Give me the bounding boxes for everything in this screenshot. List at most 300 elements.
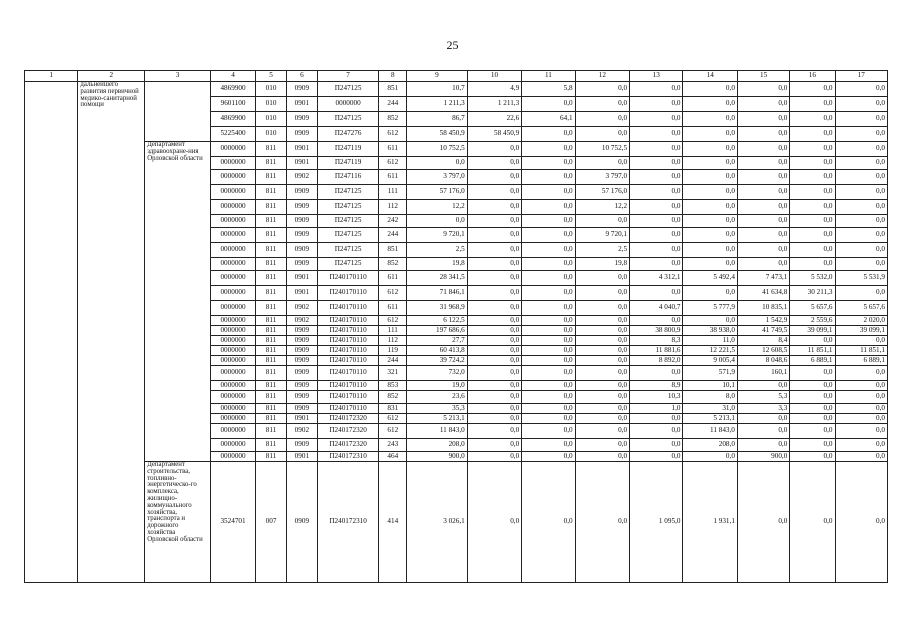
column-header-14: 14 — [683, 71, 737, 82]
code-cell: 0901 — [286, 452, 317, 462]
code-cell: 111 — [379, 185, 407, 200]
code-cell: П240170110 — [317, 316, 379, 326]
code-cell: 0000000 — [210, 326, 255, 336]
code-cell: 0909 — [286, 326, 317, 336]
value-cell: 0,0 — [467, 200, 521, 215]
value-cell: 0,0 — [630, 97, 683, 112]
value-cell: 39 099,1 — [835, 326, 888, 336]
value-cell: 0,0 — [790, 424, 835, 439]
value-cell: 4 040,7 — [630, 301, 683, 316]
value-cell: 19,8 — [407, 258, 468, 271]
value-cell: 0,0 — [737, 185, 789, 200]
value-cell: 0,0 — [790, 414, 835, 424]
value-cell: 11,0 — [683, 336, 737, 346]
code-cell: 010 — [256, 127, 287, 142]
value-cell: 0,0 — [575, 346, 629, 356]
value-cell: 0,0 — [575, 356, 629, 366]
value-cell: 28 341,5 — [407, 271, 468, 286]
value-cell: 38 938,0 — [683, 326, 737, 336]
value-cell: 0,0 — [835, 258, 888, 271]
code-cell: 0909 — [286, 112, 317, 127]
value-cell: 8 892,0 — [630, 356, 683, 366]
value-cell: 0,0 — [575, 301, 629, 316]
value-cell: 0,0 — [630, 127, 683, 142]
value-cell: 0,0 — [522, 336, 575, 346]
code-cell: 811 — [256, 414, 287, 424]
value-cell: 1 542,9 — [737, 316, 789, 326]
value-cell: 5 532,0 — [790, 271, 835, 286]
code-cell: 0000000 — [210, 170, 255, 185]
value-cell: 7 473,1 — [737, 271, 789, 286]
value-cell: 0,0 — [630, 258, 683, 271]
code-cell: 010 — [256, 82, 287, 97]
value-cell: 0,0 — [575, 404, 629, 414]
department-construction-cell: Департамент строительства, топливно-энергетическо-го комплекса, жилищно-коммунального хозяйства, транспорта и дорожного хозяйства Орловской области — [145, 462, 211, 583]
value-cell: 0,0 — [522, 462, 575, 583]
code-cell: П240172320 — [317, 439, 379, 452]
value-cell: 11 851,1 — [835, 346, 888, 356]
value-cell: 0,0 — [575, 157, 629, 170]
value-cell: 0,0 — [835, 243, 888, 258]
value-cell: 4,9 — [467, 82, 521, 97]
code-cell: 811 — [256, 381, 287, 391]
column-header-12: 12 — [575, 71, 629, 82]
value-cell: 0,0 — [575, 97, 629, 112]
code-cell: 811 — [256, 316, 287, 326]
value-cell: 0,0 — [522, 404, 575, 414]
value-cell: 0,0 — [737, 215, 789, 228]
value-cell: 0,0 — [467, 271, 521, 286]
code-cell: 0000000 — [210, 316, 255, 326]
code-cell: 0000000 — [210, 404, 255, 414]
code-cell: 612 — [379, 414, 407, 424]
table-row — [25, 142, 888, 157]
value-cell: 0,0 — [790, 82, 835, 97]
code-cell: П240170110 — [317, 301, 379, 316]
code-cell: 811 — [256, 356, 287, 366]
code-cell: 811 — [256, 157, 287, 170]
code-cell: 0000000 — [210, 200, 255, 215]
value-cell: 0,0 — [467, 346, 521, 356]
code-cell: 321 — [379, 366, 407, 381]
value-cell: 0,0 — [522, 391, 575, 404]
value-cell: 4 312,1 — [630, 271, 683, 286]
value-cell: 0,0 — [467, 286, 521, 301]
value-cell: 0,0 — [630, 439, 683, 452]
value-cell: 0,0 — [790, 366, 835, 381]
value-cell: 0,0 — [522, 228, 575, 243]
value-cell: 0,0 — [522, 185, 575, 200]
code-cell: 811 — [256, 346, 287, 356]
value-cell: 0,0 — [737, 127, 789, 142]
code-cell: 612 — [379, 316, 407, 326]
value-cell: 0,0 — [737, 243, 789, 258]
code-cell: 851 — [379, 82, 407, 97]
value-cell: 0,0 — [467, 301, 521, 316]
code-cell: 811 — [256, 243, 287, 258]
value-cell: 0,0 — [575, 326, 629, 336]
value-cell: 10,7 — [407, 82, 468, 97]
table-row — [25, 462, 888, 583]
value-cell: 0,0 — [467, 391, 521, 404]
code-cell: 811 — [256, 391, 287, 404]
value-cell: 39 724,2 — [407, 356, 468, 366]
code-cell: 0909 — [286, 404, 317, 414]
value-cell: 0,0 — [683, 452, 737, 462]
value-cell: 9 720,1 — [407, 228, 468, 243]
value-cell: 0,0 — [790, 200, 835, 215]
value-cell: 71 846,1 — [407, 286, 468, 301]
code-cell: П247125 — [317, 258, 379, 271]
value-cell: 0,0 — [683, 286, 737, 301]
value-cell: 1 211,3 — [467, 97, 521, 112]
value-cell: 12,2 — [575, 200, 629, 215]
value-cell: 2,5 — [407, 243, 468, 258]
value-cell: 0,0 — [467, 258, 521, 271]
value-cell: 0,0 — [790, 391, 835, 404]
code-cell: П247276 — [317, 127, 379, 142]
value-cell: 0,0 — [630, 286, 683, 301]
value-cell: 0,0 — [467, 157, 521, 170]
value-cell: 0,0 — [683, 142, 737, 157]
code-cell: П247125 — [317, 185, 379, 200]
page-number: 25 — [446, 38, 459, 52]
value-cell: 0,0 — [835, 170, 888, 185]
code-cell: 811 — [256, 424, 287, 439]
value-cell: 9 005,4 — [683, 356, 737, 366]
value-cell: 0,0 — [575, 271, 629, 286]
value-cell: 12,2 — [407, 200, 468, 215]
value-cell: 0,0 — [522, 215, 575, 228]
value-cell: 5 492,4 — [683, 271, 737, 286]
value-cell: 10 835,1 — [737, 301, 789, 316]
value-cell: 900,0 — [737, 452, 789, 462]
value-cell: 0,0 — [790, 97, 835, 112]
column-header-8: 8 — [379, 71, 407, 82]
value-cell: 208,0 — [683, 439, 737, 452]
value-cell: 64,1 — [522, 112, 575, 127]
value-cell: 0,0 — [790, 127, 835, 142]
value-cell: 0,0 — [522, 316, 575, 326]
value-cell: 0,0 — [835, 82, 888, 97]
value-cell: 0,0 — [630, 228, 683, 243]
value-cell: 3 026,1 — [407, 462, 468, 583]
value-cell: 0,0 — [683, 185, 737, 200]
value-cell: 0,0 — [683, 97, 737, 112]
value-cell: 5 213,1 — [683, 414, 737, 424]
code-cell: П240170110 — [317, 271, 379, 286]
value-cell: 3 797,0 — [575, 170, 629, 185]
code-cell: 0909 — [286, 228, 317, 243]
code-cell: 811 — [256, 301, 287, 316]
value-cell: 0,0 — [522, 142, 575, 157]
code-cell: 611 — [379, 142, 407, 157]
value-cell: 0,0 — [835, 439, 888, 452]
value-cell: 9 720,1 — [575, 228, 629, 243]
col1-blank-cell — [25, 82, 78, 583]
code-cell: 244 — [379, 356, 407, 366]
value-cell: 0,0 — [575, 215, 629, 228]
code-cell: 112 — [379, 336, 407, 346]
value-cell: 0,0 — [737, 381, 789, 391]
value-cell: 6 889,1 — [835, 356, 888, 366]
value-cell: 23,6 — [407, 391, 468, 404]
value-cell: 0,0 — [790, 452, 835, 462]
value-cell: 3 797,0 — [407, 170, 468, 185]
value-cell: 0,0 — [407, 215, 468, 228]
code-cell: 811 — [256, 142, 287, 157]
value-cell: 0,0 — [835, 157, 888, 170]
value-cell: 0,0 — [407, 157, 468, 170]
value-cell: 19,8 — [575, 258, 629, 271]
value-cell: 22,6 — [467, 112, 521, 127]
code-cell: 0000000 — [210, 452, 255, 462]
value-cell: 208,0 — [407, 439, 468, 452]
value-cell: 5 657,6 — [790, 301, 835, 316]
code-cell: 0901 — [286, 157, 317, 170]
code-cell: 852 — [379, 391, 407, 404]
column-header-1: 1 — [25, 71, 78, 82]
code-cell: 243 — [379, 439, 407, 452]
code-cell: 0000000 — [210, 346, 255, 356]
code-cell: 0909 — [286, 346, 317, 356]
code-cell: 9601100 — [210, 97, 255, 112]
code-cell: 811 — [256, 336, 287, 346]
code-cell: П240170110 — [317, 381, 379, 391]
code-cell: 0909 — [286, 366, 317, 381]
value-cell: 0,0 — [630, 452, 683, 462]
code-cell: 0909 — [286, 336, 317, 346]
code-cell: 0909 — [286, 462, 317, 583]
code-cell: 111 — [379, 326, 407, 336]
code-cell: 0000000 — [210, 157, 255, 170]
value-cell: 0,0 — [790, 112, 835, 127]
code-cell: 853 — [379, 381, 407, 391]
value-cell: 11 881,6 — [630, 346, 683, 356]
value-cell: 0,0 — [835, 414, 888, 424]
column-header-3: 3 — [145, 71, 211, 82]
code-cell: 0000000 — [210, 228, 255, 243]
value-cell: 0,0 — [835, 381, 888, 391]
value-cell: 12 221,5 — [683, 346, 737, 356]
code-cell: 0901 — [286, 414, 317, 424]
value-cell: 0,0 — [467, 228, 521, 243]
code-cell: 4869900 — [210, 112, 255, 127]
value-cell: 27,7 — [407, 336, 468, 346]
value-cell: 0,0 — [467, 142, 521, 157]
value-cell: 0,0 — [683, 82, 737, 97]
value-cell: 8,4 — [737, 336, 789, 346]
value-cell: 0,0 — [522, 97, 575, 112]
value-cell: 5 777,9 — [683, 301, 737, 316]
value-cell: 30 211,3 — [790, 286, 835, 301]
value-cell: 0,0 — [835, 336, 888, 346]
code-cell: 112 — [379, 200, 407, 215]
value-cell: 10,1 — [683, 381, 737, 391]
value-cell: 0,0 — [683, 157, 737, 170]
value-cell: 0,0 — [630, 170, 683, 185]
code-cell: 611 — [379, 301, 407, 316]
value-cell: 0,0 — [790, 170, 835, 185]
code-cell: 0909 — [286, 185, 317, 200]
value-cell: 0,0 — [522, 301, 575, 316]
value-cell: 0,0 — [835, 112, 888, 127]
code-cell: П247116 — [317, 170, 379, 185]
value-cell: 31 968,9 — [407, 301, 468, 316]
value-cell: 0,0 — [522, 414, 575, 424]
program-name-cell: дальнейшего развития первичной медико-санитарной помощи — [78, 82, 145, 583]
code-cell: 831 — [379, 404, 407, 414]
value-cell: 0,0 — [575, 381, 629, 391]
code-cell: 0902 — [286, 170, 317, 185]
code-cell: 811 — [256, 200, 287, 215]
value-cell: 0,0 — [467, 336, 521, 346]
value-cell: 0,0 — [467, 185, 521, 200]
value-cell: 0,0 — [630, 200, 683, 215]
value-cell: 58 450,9 — [407, 127, 468, 142]
value-cell: 0,0 — [835, 200, 888, 215]
value-cell: 0,0 — [737, 424, 789, 439]
value-cell: 0,0 — [835, 404, 888, 414]
value-cell: 0,0 — [522, 170, 575, 185]
value-cell: 0,0 — [737, 258, 789, 271]
code-cell: 0909 — [286, 356, 317, 366]
code-cell: П247125 — [317, 112, 379, 127]
value-cell: 11 843,0 — [683, 424, 737, 439]
value-cell: 0,0 — [522, 326, 575, 336]
code-cell: П240170110 — [317, 404, 379, 414]
code-cell: 0901 — [286, 97, 317, 112]
code-cell: 811 — [256, 452, 287, 462]
value-cell: 0,0 — [737, 439, 789, 452]
code-cell: 0000000 — [210, 271, 255, 286]
value-cell: 0,0 — [467, 381, 521, 391]
value-cell: 86,7 — [407, 112, 468, 127]
code-cell: 852 — [379, 112, 407, 127]
value-cell: 2 559,6 — [790, 316, 835, 326]
code-cell: 414 — [379, 462, 407, 583]
code-cell: 4869900 — [210, 82, 255, 97]
code-cell: П240170110 — [317, 336, 379, 346]
code-cell: 0902 — [286, 316, 317, 326]
code-cell: П247125 — [317, 243, 379, 258]
code-cell: 244 — [379, 228, 407, 243]
value-cell: 0,0 — [522, 366, 575, 381]
code-cell: 0901 — [286, 271, 317, 286]
value-cell: 0,0 — [630, 157, 683, 170]
value-cell: 0,0 — [835, 185, 888, 200]
value-cell: 0,0 — [835, 228, 888, 243]
value-cell: 0,0 — [522, 258, 575, 271]
code-cell: П247125 — [317, 228, 379, 243]
code-cell: П247119 — [317, 157, 379, 170]
value-cell: 5 213,1 — [407, 414, 468, 424]
code-cell: 0000000 — [210, 142, 255, 157]
value-cell: 0,0 — [467, 356, 521, 366]
value-cell: 0,0 — [790, 142, 835, 157]
value-cell: 0,0 — [522, 271, 575, 286]
code-cell: 0000000 — [210, 391, 255, 404]
code-cell: 464 — [379, 452, 407, 462]
code-cell: 0909 — [286, 439, 317, 452]
code-cell: 007 — [256, 462, 287, 583]
value-cell: 0,0 — [630, 414, 683, 424]
column-header-9: 9 — [407, 71, 468, 82]
value-cell: 8 048,6 — [737, 356, 789, 366]
code-cell: 010 — [256, 112, 287, 127]
code-cell: 0000000 — [210, 243, 255, 258]
value-cell: 0,0 — [575, 439, 629, 452]
value-cell: 8,0 — [683, 391, 737, 404]
value-cell: 571,9 — [683, 366, 737, 381]
value-cell: 5,8 — [522, 82, 575, 97]
budget-table — [24, 70, 888, 583]
value-cell: 6 889,1 — [790, 356, 835, 366]
code-cell: 612 — [379, 424, 407, 439]
value-cell: 11 843,0 — [407, 424, 468, 439]
value-cell: 0,0 — [790, 258, 835, 271]
value-cell: 0,0 — [575, 424, 629, 439]
value-cell: 0,0 — [467, 215, 521, 228]
value-cell: 0,0 — [467, 243, 521, 258]
value-cell: 60 413,8 — [407, 346, 468, 356]
column-header-7: 7 — [317, 71, 379, 82]
code-cell: П240170110 — [317, 326, 379, 336]
code-cell: 811 — [256, 258, 287, 271]
value-cell: 58 450,9 — [467, 127, 521, 142]
code-cell: 811 — [256, 271, 287, 286]
code-cell: 0909 — [286, 258, 317, 271]
value-cell: 0,0 — [790, 185, 835, 200]
value-cell: 0,0 — [467, 316, 521, 326]
value-cell: 0,0 — [575, 414, 629, 424]
code-cell: 0000000 — [210, 185, 255, 200]
department-health-cell: Департамент здравоохране-ния Орловской области — [145, 142, 211, 462]
code-cell: П247125 — [317, 200, 379, 215]
value-cell: 0,0 — [575, 336, 629, 346]
code-cell: П247125 — [317, 215, 379, 228]
value-cell: 0,0 — [522, 356, 575, 366]
code-cell: 0000000 — [210, 286, 255, 301]
value-cell: 0,0 — [790, 215, 835, 228]
value-cell: 0,0 — [683, 215, 737, 228]
code-cell: 0909 — [286, 381, 317, 391]
value-cell: 11 851,1 — [790, 346, 835, 356]
value-cell: 0,0 — [835, 462, 888, 583]
value-cell: 0,0 — [835, 127, 888, 142]
code-cell: 5225400 — [210, 127, 255, 142]
value-cell: 0,0 — [790, 462, 835, 583]
code-cell: 3524701 — [210, 462, 255, 583]
value-cell: 0,0 — [737, 462, 789, 583]
column-header-16: 16 — [790, 71, 835, 82]
value-cell: 0,0 — [467, 452, 521, 462]
code-cell: 0000000 — [210, 366, 255, 381]
value-cell: 0,0 — [575, 112, 629, 127]
value-cell: 0,0 — [737, 200, 789, 215]
value-cell: 0,0 — [467, 424, 521, 439]
column-header-2: 2 — [78, 71, 145, 82]
value-cell: 0,0 — [790, 381, 835, 391]
value-cell: 0,0 — [683, 243, 737, 258]
code-cell: П240170110 — [317, 391, 379, 404]
code-cell: 0000000 — [210, 336, 255, 346]
value-cell: 0,0 — [522, 452, 575, 462]
value-cell: 0,0 — [575, 366, 629, 381]
value-cell: 38 800,9 — [630, 326, 683, 336]
code-cell: 0000000 — [210, 414, 255, 424]
value-cell: 0,0 — [683, 170, 737, 185]
